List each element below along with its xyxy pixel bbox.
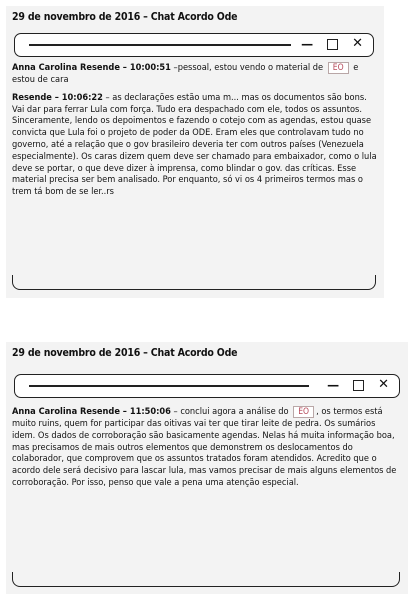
redacted-label: EO — [328, 62, 349, 74]
chat-card-2 — [6, 342, 408, 594]
message-sender: Anna Carolina Resende – 11:50:06 — [12, 406, 171, 417]
chat-date-header: 29 de novembro de 2016 – Chat Acordo Ode — [12, 11, 238, 23]
window-titlebar — [14, 33, 374, 57]
message-text: , os termos está muito ruins, quem for participar das oitivas vai ter que tirar leite de pedra. Os sumários idem. Os dados de corroboração são basicamente agendas. Nelas há muita informação boa, mas precisamos de mais outros elementos que demonstrem os deslocamentos do colaborador, que comprovem que os assuntos tratados foram atendidos. Acredito que o acordo dele será decisivo para lascar lula, mas vamos precisar de mais alguns elementos de corroboração. Por isso, penso que vale a pena uma atenção especial. — [12, 406, 397, 488]
chat-transcript — [12, 62, 378, 204]
chat-transcript — [12, 406, 400, 495]
message-sender: Anna Carolina Resende – 10:00:51 — [12, 62, 171, 73]
message-text: – conclui agora a análise do — [170, 406, 292, 417]
titlebar-line — [29, 44, 291, 46]
minimize-icon[interactable]: — — [327, 378, 340, 392]
message-text: e estou de cara — [12, 62, 359, 85]
maximize-icon[interactable] — [353, 380, 364, 391]
window-controls — [301, 36, 363, 52]
chat-message — [12, 406, 400, 489]
close-icon[interactable]: ✕ — [378, 377, 389, 392]
window-controls — [327, 377, 389, 393]
chat-message — [12, 62, 378, 86]
close-icon[interactable]: ✕ — [352, 36, 363, 51]
chat-message — [12, 92, 378, 198]
minimize-icon[interactable]: — — [301, 37, 314, 51]
message-text: –pessoal, estou vendo o material de — [170, 62, 326, 73]
chat-date-header: 29 de novembro de 2016 – Chat Acordo Ode — [12, 347, 238, 359]
window-titlebar — [14, 374, 400, 398]
titlebar-line — [29, 385, 309, 387]
redacted-label: EO — [293, 406, 314, 418]
window-bottom-frame — [12, 572, 400, 587]
message-text: – as declarações estão uma m... mas os documentos são bons. Vai dar para ferrar Lula com força. Tudo era despachado com ele, todos os assuntos. Sinceramente, lendo os depoimentos e fazendo o cotejo com as agendas, estou quase convicta que Lula foi o projeto de poder da ODE. Eram eles que controlavam tudo no governo, até a relação que o gov brasileiro deveria ter com outros países (Venezuela especialmente). Os caras dizem quem deve ser chamado para embaixador, como o lula deve se portar, o que deve dizer à imprensa, como blindar o gov. das críticas. Esse material precisa ser bem analisado. Por enquanto, só vi os 4 primeiros termos mas o trem tá bom de se ler..rs — [12, 91, 377, 198]
message-sender: Resende – 10:06:22 — [12, 91, 103, 103]
maximize-icon[interactable] — [327, 39, 338, 50]
chat-card-1 — [6, 6, 384, 298]
window-bottom-frame — [12, 275, 376, 290]
